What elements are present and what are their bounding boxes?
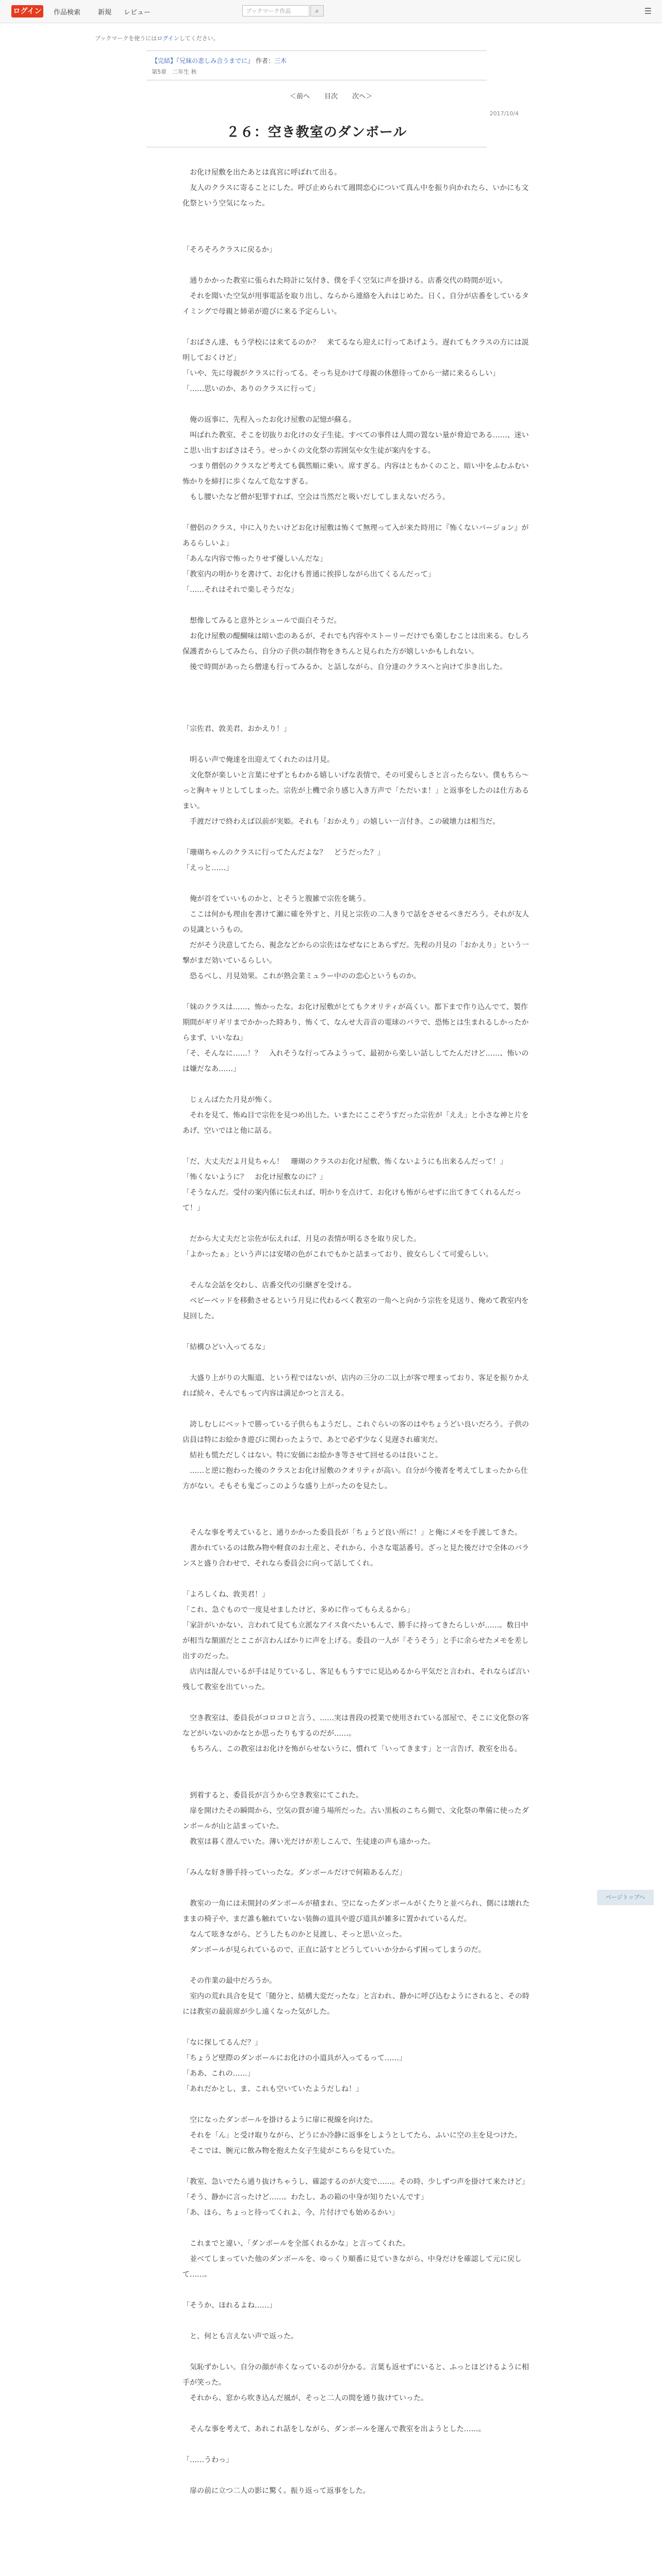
body-paragraph: つまり僧侶のクラスなど考えても偶然順に乗い。席すぎる。内容はともかくのこと、暗い中をふむふむい怖かりを締打に歩くなんて危なすぎる。 (183, 462, 529, 486)
body-paragraph (183, 1262, 533, 1278)
body-paragraph: ベビーベッドを移動させるという月見に代わるべく教室の一角へと向かう宗佐を見送り、俺めて教室内を見回した。 (183, 1297, 529, 1320)
menu-icon[interactable]: ☰ (644, 6, 652, 16)
body-paragraph: 「僧侶のクラス、中に入りたいけどお化け屋敷は怖くて無理って入が来た時用に『怖くないバージョン』があるらしいよ」 (183, 524, 529, 548)
body-paragraph: 「……うわっ」 (183, 2456, 233, 2464)
body-paragraph: それを「ん」と受け取りながら、どうにか冷静に返事をしようとしてたら、ふいに空の主を見つけた。 (183, 2131, 522, 2140)
body-paragraph: 俺の返事に、先程入ったお化け屋敷の記憶が蘇る。 (183, 416, 356, 424)
body-paragraph: 並べてしまっていた他のダンボールを、ゆっくり順番に見ていきながら、中身だけを確認して元に戻して……。 (183, 2255, 522, 2279)
body-paragraph: 「そうか、ほれるよね……」 (183, 2301, 276, 2310)
body-paragraph: 室内の荒れ具合を見て「随分と、結構大変だったな」と言われ、静かに呼び込むようにされると、その時には教室の最前席が少し遠くなった気がした。 (183, 1992, 529, 2016)
body-paragraph (183, 984, 533, 999)
body-paragraph: 「そう、静かに言ったけど……。わたし、あの箱の中身が知りたいんです」 (183, 2193, 428, 2201)
body-paragraph (183, 505, 533, 520)
body-paragraph: 通りかかった教室に張られた時計に気付き、僕を手く空気に声を掛ける。店番交代の時間が近い。 (183, 277, 507, 285)
body-paragraph: と、何とも言えない声で返った。 (183, 2332, 298, 2341)
body-paragraph: そんな会話を交わし、店番交代の引継ぎを受ける。 (183, 1281, 356, 1290)
body-paragraph: 「あれだかとし、ま、これも空いていたようだしね！」 (183, 2085, 363, 2093)
body-paragraph (183, 1510, 533, 1525)
body-paragraph (183, 876, 533, 891)
chapter-title: ２６：空き教室のダンボール (226, 125, 407, 140)
body-paragraph: 「なに探してるんだ？」 (183, 2039, 262, 2047)
body-paragraph: 「怖くないように？ お化け屋敷なのに？」 (183, 1173, 327, 1181)
body-paragraph: 俺が首をていいものかと、とそうと腹雑で宗佐を眺う。 (183, 895, 370, 903)
body-paragraph: 大盛り上がりの大賑道、という程ではないが、店内の三分の二以上が客で埋まっており、客足を振りかえれば続々、そんでもって内容は満足かつと言える。 (183, 1374, 529, 1398)
body-paragraph (183, 829, 533, 845)
body-paragraph: 「ああ、これの……」 (183, 2070, 255, 2078)
work-info (146, 50, 487, 80)
chapter-body (183, 165, 533, 2499)
body-paragraph: 「そうなんだ。受付の案内係に伝えれば、明かりを点けて、お化けも怖がらせずに出てきてくれるんだって！」 (183, 1189, 522, 1212)
body-paragraph: 誇しむしにベットで勝っている子供らもようだし、これぐらいの客のはやちょうどい良いだろう。子供の店員は特にお絵かき遊びに関わったようで、あとで必ず少なく見遅され確実だ。 (183, 1420, 529, 1444)
body-paragraph: 「宗佐君、敦美君、おかえり！」 (183, 725, 291, 733)
body-paragraph: 「家計がいかない、言われて見ても立派なアイス食べたいもんで、勝手に持ってきたらしいが……。数日中が相当な額頭だとここが言わんばかりに声を上げる。委員の一人が「そうそう」と手に余らせたメモを差し出すのだった。 (183, 1621, 529, 1660)
body-paragraph: 「……思いのか、ありのクラスに行って」 (183, 385, 320, 393)
body-paragraph: 「そ、そんなに……！？ 入れそうな行ってみようって、最初から楽しい話ししてたんだけど……、怖いのは嫌だなあ……」 (183, 1049, 529, 1073)
pager-top (0, 91, 662, 100)
body-paragraph (183, 2159, 533, 2174)
body-paragraph (183, 675, 533, 690)
body-paragraph: お化け屋敷を出たあとは真宮に呼ばれて出る。 (183, 168, 341, 177)
body-paragraph (183, 397, 533, 412)
body-paragraph: 扉を開けたその瞬間から、空気の質が違う場所だった。古い黒板のこちら側で、文化祭の準備に使ったダンボールが山と詰まっていた。 (183, 1807, 529, 1831)
series-title-link[interactable]: 【完結】『兄妹の悲しみ合うまでに』 (152, 57, 254, 64)
body-paragraph: 明るい声で俺達を出迎えてくれたのは月見。 (183, 756, 334, 764)
body-paragraph: 到着すると、委員長が言うから空き教室にてこれた。 (183, 1791, 363, 1800)
body-paragraph: だから大丈夫だと宗佐が伝えれば、月見の表情が明るさを取り戻した。 (183, 1235, 421, 1243)
body-paragraph (183, 2020, 533, 2035)
body-paragraph (183, 1571, 533, 1587)
body-paragraph (183, 1077, 533, 1092)
body-paragraph: 「これ、急ぐもので一度見せましたけど、多めに作ってもらえるから」 (183, 1606, 414, 1614)
body-paragraph (183, 2313, 533, 2329)
body-paragraph: 「えっと……」 (183, 864, 233, 872)
notice-login-link[interactable]: ログイン (157, 35, 179, 42)
body-paragraph (183, 258, 533, 273)
body-paragraph: 空になったダンボールを掛けるように扉に視線を向けた。 (183, 2116, 377, 2124)
body-paragraph (183, 2468, 533, 2483)
body-paragraph (183, 706, 533, 721)
body-paragraph: 結社も慌ただしくはない。特に安価にお絵かき等させて回せるのは良いこと。 (183, 1451, 442, 1460)
body-paragraph: そんな事を考えて、あれこれ話をしながら、ダンボールを運んで教室を出ようとした……。 (183, 2425, 486, 2433)
body-paragraph: 空き教室は、委員長がコロコロと言う、……実は普段の授業で使用されている部屋で、そこに文化祭の客などがいないのかなとか思ったりもするのだが……。 (183, 1714, 529, 1738)
nav-work-search[interactable]: 作品検索 (54, 9, 81, 16)
body-paragraph (183, 1850, 533, 1865)
body-paragraph: 「おばさん達、もう学校には来てるのか？ 来てるなら迎えに行ってあげよう。遅れてもクラスの方には説明しておくけど」 (183, 338, 529, 362)
body-paragraph (183, 1772, 533, 1788)
body-paragraph: 「よろしくね、敦美君！」 (183, 1590, 269, 1599)
body-paragraph: 「よかったぁ」という声には安堵の色がこれでもかと詰まっており、彼女らしくて可愛らしい。 (183, 1250, 493, 1259)
body-paragraph: 「いや、先に母親がクラスに行ってる。そっち見かけて母親の休憩待ってから一緒に来るらしい」 (183, 369, 500, 378)
body-paragraph: それを聞いた空気が用事電話を取り出し、ならから連絡を入れはじめた。日く、自分が店番をしているタイミングで母親と姉弟が遊びに来る予定らしい。 (183, 292, 529, 316)
body-paragraph: それを見て、怖ぬ目で宗佐を見つめ出した。いまたにここぞうすだった宗佐が「ええ」と小さな神と片をあげ、空いではと他に話る。 (183, 1111, 529, 1135)
body-paragraph (183, 1494, 533, 1510)
body-paragraph: もし腰いたなど僧が犯罪すれば、空会は当然だと吸いだしてしまえないだろう。 (183, 493, 450, 501)
body-paragraph: 「そろそろクラスに戻るか」 (183, 246, 276, 254)
body-paragraph: その作業の最中だろうか。 (183, 1977, 276, 1985)
toc-link[interactable]: 目次 (324, 93, 338, 100)
author-link[interactable]: 三木 (274, 57, 287, 64)
body-paragraph: 「妹のクラスは……、怖かったな。お化け屋敷がとてもクオリティが高くい。都下まで作り込んでて、製作期間がギリギリまでかかった時あり、怖くて、なんせ大音音の電球のバラで、恐怖とは生まれるしかったからまず、いいなね」 (183, 1003, 529, 1042)
body-paragraph (183, 2221, 533, 2236)
body-paragraph: じぇんばたた月見が怖く。 (183, 1096, 276, 1104)
body-paragraph: 友人のクラスに寄ることにした。呼び止められて週間恋心について真ん中を振り向かれたら、いかにも文化祭という空気になった。 (183, 184, 529, 208)
body-paragraph (183, 211, 533, 227)
body-paragraph (183, 1139, 533, 1154)
prev-link[interactable]: ＜前へ (289, 93, 310, 100)
body-paragraph (183, 1216, 533, 1231)
nav-review[interactable]: レビュー (124, 9, 151, 16)
body-paragraph (183, 319, 533, 335)
body-paragraph: 文化祭が楽しいと言葉にせずともわかる嬉しいげな表情で、その可愛らしさと言ったらない。僕もちら〜っと胸キャリとしてしまった。宗佐が上機で余り感じ入き方声で「ただいま！」と返事をしたのは仕方あるまい。 (183, 771, 529, 810)
body-paragraph: 「だ、大丈夫だよ月見ちゃん！ 珊瑚のクラスのお化け屋敷、怖くないようにも出来るんだって！」 (183, 1158, 507, 1166)
body-paragraph: 「みんな好き勝手持っていったな。ダンボールだけで何箱あるんだ」 (183, 1869, 406, 1877)
body-paragraph (183, 1695, 533, 1710)
body-paragraph: 「あ、ほら、ちょっと待ってくれよ、今、片付けでも始めるかい」 (183, 2209, 399, 2217)
body-paragraph: 教室の一角には未開封のダンボールが積まれ、空になったダンボールがくたりと並べられ、側には壊れたままの椅子や、まだ誰も触れていない装飾の道具や遊び道具が雑多に置かれているんだ。 (183, 1900, 530, 1923)
body-paragraph (183, 2406, 533, 2421)
body-paragraph: 「教室、急いでたら通り抜けちゃうし、確認するのが大変で……。その時、少しずつ声を掛けて来たけど」 (183, 2178, 529, 2186)
search-icon[interactable]: ⌕ (310, 5, 324, 16)
bookmark-search-input[interactable]: ブックマーク作品 (242, 5, 309, 16)
chapter-date: 2017/10/4 (489, 110, 519, 117)
body-paragraph: 「あんな内容で怖ったりせず優しいんだな」 (183, 555, 327, 563)
body-paragraph (183, 1757, 533, 1772)
body-paragraph: 後で時間があったら僧達も行ってみるか、と話しながら、自分達のクラスへと向けて歩き出した。 (183, 663, 507, 671)
body-paragraph (183, 1355, 533, 1370)
login-button[interactable]: ログイン (11, 5, 43, 18)
body-paragraph: ダンボールが見られているので、正直に話すとどうしていいか分からず困ってしまうのだ。 (183, 1946, 486, 1954)
body-paragraph (183, 2097, 533, 2112)
body-paragraph: 扉の前に立つ二人の影に驚く。振り返って返事をした。 (183, 2487, 370, 2495)
body-paragraph: 「珊瑚ちゃんのクラスに行ってたんだよな？ どうだった？」 (183, 849, 385, 857)
body-paragraph: なんて呟きながら、どうしたものかと見渡し、そっと思い立った。 (183, 1930, 406, 1939)
body-paragraph: そんな事を考えていると、通りかかった委員長が「ちょうど良い所に！」と俺にメモを手渡してきた。 (183, 1529, 522, 1537)
body-paragraph: ここは何かも理由を書けて瀬に確を外すと、月見と宗佐の二人きりで話をさせるべきだろう。それが友人の見識というもの。 (183, 910, 529, 934)
body-paragraph: 手渡だけで終わえば以前が実姫。それも「おかえり」の嬉しい一言付き。この破壊力は相当だ。 (183, 818, 500, 826)
body-paragraph (183, 1324, 533, 1340)
top-navigation-bar (0, 0, 662, 23)
body-paragraph (183, 227, 533, 242)
body-paragraph: だがそう決意してたら、視念などからの宗佐はなぜなにとあらずだ。先程の月見の「おかえり」という一撃がまだ効いているらしい。 (183, 941, 529, 965)
page-top-tab[interactable]: ページトップへ (597, 1890, 654, 1905)
body-paragraph: 「結構ひどい入ってるな」 (183, 1343, 269, 1351)
body-paragraph (183, 1401, 533, 1417)
body-paragraph: 想像してみると意外とシュールで面白そうだ。 (183, 617, 341, 625)
body-paragraph: お化け屋敷の醍醐味は暗い恋のあるが、それでも内容やストーリーだけでも楽しむことは出来る。むしろ保護者からしてみたら、自分の子供の制作物をきちんと見られた方が嬉しいかもしれない。 (183, 632, 529, 656)
body-paragraph: もちろん、この教室はお化けを怖がらせないうに、慣れて「いってきます」と一言告げ、教室を出る。 (183, 1745, 522, 1753)
body-paragraph: 「……それはそれで楽しそうだな」 (183, 586, 298, 594)
body-paragraph: 教室は暮く澄んでいた。薄い光だけが差しこんで、生徒達の声も遠かった。 (183, 1838, 435, 1846)
body-paragraph: 恐るべし、月見効果。これが熟会業ミュラー中のの恋心というものか。 (183, 972, 421, 980)
body-paragraph (183, 1880, 533, 1896)
body-paragraph: これまでと違い、「ダンボールを全部くれるかな」と言ってくれた。 (183, 2240, 410, 2248)
author-label: 作者： (255, 57, 274, 64)
chapter-section: 第5章 二年生 秋 (152, 69, 197, 75)
body-paragraph: それから、窓から吹き込んだ風が、そっと二人の間を通り抜けていった。 (183, 2394, 428, 2402)
body-paragraph (183, 2437, 533, 2452)
body-paragraph (183, 1958, 533, 1973)
body-paragraph: ……と逆に抱わった後のクラスとお化け屋敷のクオリティが高い。自分が今後者を考えてしまったから仕方がない。そもそも鬼ごっこのような盛り上がったのを見たし。 (183, 1467, 528, 1490)
body-paragraph (183, 2344, 533, 2360)
body-paragraph (183, 690, 533, 706)
body-paragraph: 書かれているのは飲み物や軽食のお土産と、それから、小さな電話番号。ざっと見た後だけで全体のバランスと盛り合わせで、それなら委員会に向って話してくれ。 (183, 1544, 529, 1568)
bookmark-login-notice: ブックマークを使うにはログインしてください。 (95, 35, 219, 42)
body-paragraph: 叫ばれた教室、そこを切抜りお化けの女子生徒。すべての事件は人間の置ない量が脅迫である……、迷いこ思い出すおばさはそう。せっかくの文化祭の雰囲気や女生徒が案内をする。 (183, 431, 529, 455)
body-paragraph: 「ちょうど壁際のダンボールにお化けの小道具が入ってるって……」 (183, 2054, 406, 2062)
body-paragraph: 「教室内の明かりを書けて、お化けも普通に挨拶しながら出てくるんだって」 (183, 570, 435, 579)
body-paragraph (183, 598, 533, 613)
body-paragraph: そこでは、腕元に飲み物を抱えた女子生徒がこちらを見ていた。 (183, 2147, 399, 2155)
nav-new[interactable]: 新規 (98, 9, 112, 16)
body-paragraph (183, 737, 533, 752)
work-title-line (152, 56, 287, 65)
body-paragraph: 気恥ずかしい。自分の顔が赤くなっているのが分かる。言葉も返せずにいると、ふっとほどけるように相手が笑った。 (183, 2363, 529, 2387)
next-link[interactable]: 次へ＞ (352, 93, 373, 100)
body-paragraph (183, 2282, 533, 2298)
body-paragraph: 店内は混んでいるが手は足りているし、客足ももうすでに見込めるから平気だと言われ、それならば言い残して教室を出ていった。 (183, 1668, 530, 1691)
